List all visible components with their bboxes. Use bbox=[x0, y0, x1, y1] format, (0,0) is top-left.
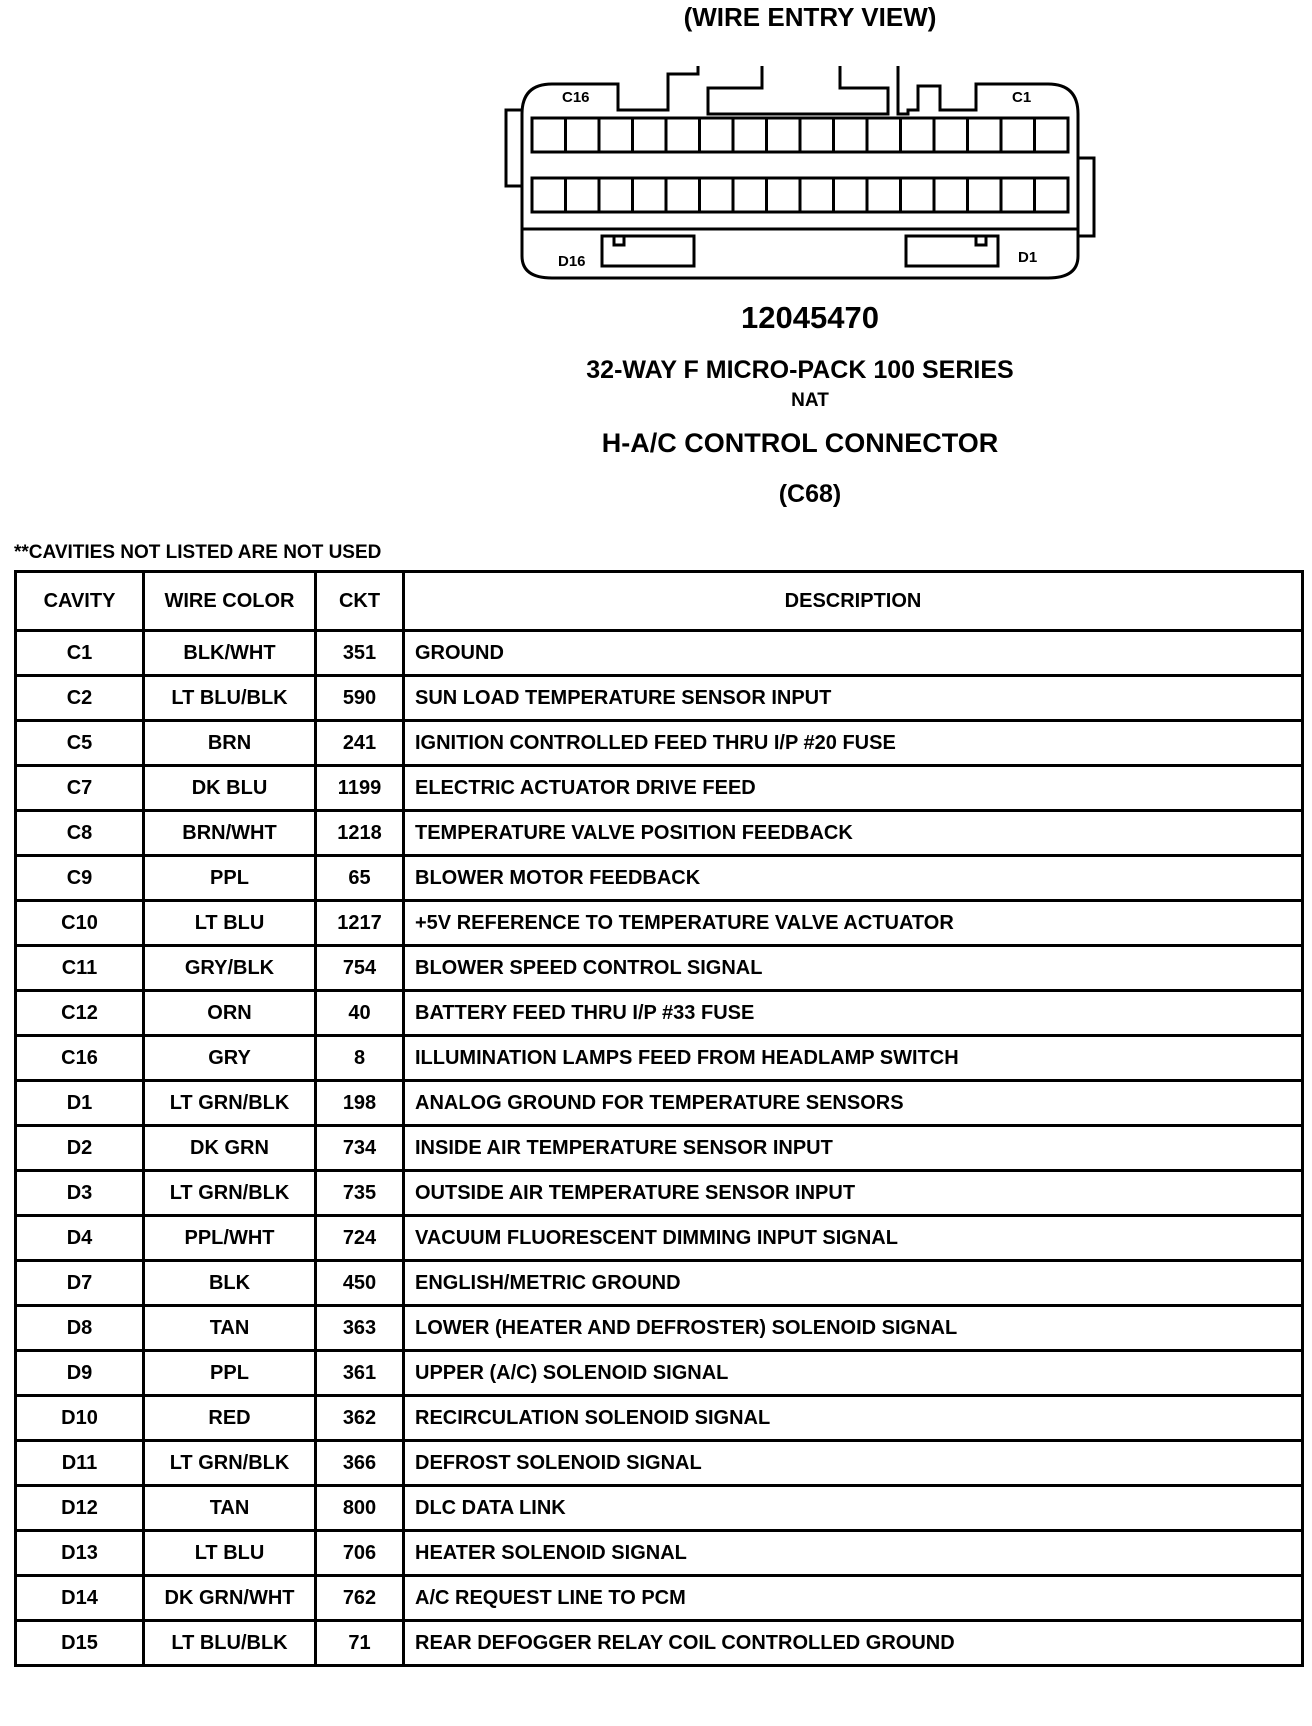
cell-ckt: 800 bbox=[316, 1486, 404, 1531]
cell-ckt: 8 bbox=[316, 1036, 404, 1081]
cell-description: TEMPERATURE VALVE POSITION FEEDBACK bbox=[404, 811, 1303, 856]
cell-ckt: 351 bbox=[316, 631, 404, 676]
header-wire-color: WIRE COLOR bbox=[144, 572, 316, 631]
table-row bbox=[16, 1306, 1303, 1351]
cell-description: ILLUMINATION LAMPS FEED FROM HEADLAMP SWITCH bbox=[404, 1036, 1303, 1081]
cell-wire-color: LT GRN/BLK bbox=[144, 1171, 316, 1216]
cell-description: A/C REQUEST LINE TO PCM bbox=[404, 1576, 1303, 1621]
cavity-cell bbox=[901, 178, 935, 212]
cell-description: INSIDE AIR TEMPERATURE SENSOR INPUT bbox=[404, 1126, 1303, 1171]
cell-cavity: C9 bbox=[16, 856, 144, 901]
table-row bbox=[16, 856, 1303, 901]
connector-face-diagram bbox=[500, 66, 1100, 288]
cell-description: ANALOG GROUND FOR TEMPERATURE SENSORS bbox=[404, 1081, 1303, 1126]
connector-id: (C68) bbox=[778, 480, 842, 508]
cavity-cell bbox=[968, 118, 1002, 152]
header-ckt: CKT bbox=[316, 572, 404, 631]
connector-series: 32-WAY F MICRO-PACK 100 SERIES bbox=[586, 356, 1014, 384]
cell-cavity: D3 bbox=[16, 1171, 144, 1216]
cell-ckt: 71 bbox=[316, 1621, 404, 1666]
cavity-cell bbox=[934, 178, 968, 212]
label-c1: C1 bbox=[1012, 89, 1032, 106]
cell-cavity: D7 bbox=[16, 1261, 144, 1306]
cell-ckt: 1199 bbox=[316, 766, 404, 811]
cell-wire-color: BLK/WHT bbox=[144, 631, 316, 676]
table-row bbox=[16, 1126, 1303, 1171]
table-row bbox=[16, 946, 1303, 991]
cavity-cell bbox=[901, 118, 935, 152]
table-row bbox=[16, 1171, 1303, 1216]
table-row bbox=[16, 1441, 1303, 1486]
cell-ckt: 362 bbox=[316, 1396, 404, 1441]
cell-description: ELECTRIC ACTUATOR DRIVE FEED bbox=[404, 766, 1303, 811]
cavity-cell bbox=[599, 118, 633, 152]
cell-ckt: 762 bbox=[316, 1576, 404, 1621]
cavity-cell bbox=[1001, 178, 1035, 212]
cell-description: IGNITION CONTROLLED FEED THRU I/P #20 FUSE bbox=[404, 721, 1303, 766]
cavity-cell bbox=[968, 178, 1002, 212]
table-row bbox=[16, 1486, 1303, 1531]
cavity-cell bbox=[532, 118, 566, 152]
cavity-cell bbox=[834, 178, 868, 212]
cell-ckt: 724 bbox=[316, 1216, 404, 1261]
right-latch bbox=[1078, 158, 1094, 236]
cell-description: OUTSIDE AIR TEMPERATURE SENSOR INPUT bbox=[404, 1171, 1303, 1216]
cell-cavity: D4 bbox=[16, 1216, 144, 1261]
cell-cavity: C10 bbox=[16, 901, 144, 946]
cell-wire-color: ORN bbox=[144, 991, 316, 1036]
cell-description: LOWER (HEATER AND DEFROSTER) SOLENOID SIGNAL bbox=[404, 1306, 1303, 1351]
table-row bbox=[16, 1216, 1303, 1261]
cell-wire-color: DK GRN/WHT bbox=[144, 1576, 316, 1621]
cavity-cell bbox=[700, 118, 734, 152]
cell-wire-color: PPL bbox=[144, 856, 316, 901]
table-row bbox=[16, 766, 1303, 811]
cell-description: BATTERY FEED THRU I/P #33 FUSE bbox=[404, 991, 1303, 1036]
cell-ckt: 735 bbox=[316, 1171, 404, 1216]
cell-ckt: 40 bbox=[316, 991, 404, 1036]
left-latch bbox=[506, 110, 522, 186]
right-tab-notch bbox=[976, 236, 986, 245]
label-c16: C16 bbox=[562, 89, 590, 106]
cell-cavity: C7 bbox=[16, 766, 144, 811]
cavity-cell bbox=[767, 118, 801, 152]
pinout-table bbox=[14, 570, 1304, 1667]
cavity-cell bbox=[867, 178, 901, 212]
left-polarization-tab bbox=[602, 236, 694, 266]
c-row-cavities bbox=[532, 118, 1068, 152]
connector-body bbox=[522, 66, 1078, 278]
left-tab-notch bbox=[614, 236, 624, 245]
table-row bbox=[16, 1351, 1303, 1396]
cell-wire-color: GRY bbox=[144, 1036, 316, 1081]
cell-cavity: C8 bbox=[16, 811, 144, 856]
unused-cavities-note: **CAVITIES NOT LISTED ARE NOT USED bbox=[14, 542, 382, 563]
cell-cavity: D2 bbox=[16, 1126, 144, 1171]
table-row bbox=[16, 1261, 1303, 1306]
cell-cavity: C5 bbox=[16, 721, 144, 766]
cell-description: UPPER (A/C) SOLENOID SIGNAL bbox=[404, 1351, 1303, 1396]
cell-description: +5V REFERENCE TO TEMPERATURE VALVE ACTUATOR bbox=[404, 901, 1303, 946]
table-row bbox=[16, 811, 1303, 856]
cell-description: VACUUM FLUORESCENT DIMMING INPUT SIGNAL bbox=[404, 1216, 1303, 1261]
cavity-cell bbox=[800, 178, 834, 212]
cavity-cell bbox=[666, 118, 700, 152]
cell-ckt: 363 bbox=[316, 1306, 404, 1351]
cavity-cell bbox=[532, 178, 566, 212]
cell-ckt: 450 bbox=[316, 1261, 404, 1306]
cell-wire-color: DK BLU bbox=[144, 766, 316, 811]
connector-color: NAT bbox=[791, 390, 829, 411]
table-row bbox=[16, 1621, 1303, 1666]
cell-cavity: C16 bbox=[16, 1036, 144, 1081]
cell-cavity: D13 bbox=[16, 1531, 144, 1576]
cell-wire-color: LT GRN/BLK bbox=[144, 1441, 316, 1486]
cell-ckt: 706 bbox=[316, 1531, 404, 1576]
cavity-cell bbox=[666, 178, 700, 212]
cell-description: BLOWER SPEED CONTROL SIGNAL bbox=[404, 946, 1303, 991]
cell-ckt: 754 bbox=[316, 946, 404, 991]
cell-cavity: D14 bbox=[16, 1576, 144, 1621]
cell-wire-color: LT BLU/BLK bbox=[144, 1621, 316, 1666]
table-row bbox=[16, 901, 1303, 946]
table-row bbox=[16, 721, 1303, 766]
cell-cavity: C2 bbox=[16, 676, 144, 721]
connector-name: H-A/C CONTROL CONNECTOR bbox=[601, 428, 999, 458]
cell-cavity: D9 bbox=[16, 1351, 144, 1396]
cavity-cell bbox=[834, 118, 868, 152]
right-polarization-tab bbox=[906, 236, 998, 266]
cell-cavity: D8 bbox=[16, 1306, 144, 1351]
cell-wire-color: LT BLU bbox=[144, 901, 316, 946]
cell-ckt: 366 bbox=[316, 1441, 404, 1486]
cell-cavity: D12 bbox=[16, 1486, 144, 1531]
header-description: DESCRIPTION bbox=[404, 572, 1303, 631]
cell-cavity: C11 bbox=[16, 946, 144, 991]
cell-description: REAR DEFOGGER RELAY COIL CONTROLLED GROUND bbox=[404, 1621, 1303, 1666]
cavity-cell bbox=[1035, 118, 1069, 152]
cavity-cell bbox=[700, 178, 734, 212]
table-row bbox=[16, 1081, 1303, 1126]
cell-cavity: D11 bbox=[16, 1441, 144, 1486]
cell-ckt: 198 bbox=[316, 1081, 404, 1126]
view-title: (WIRE ENTRY VIEW) bbox=[683, 2, 937, 32]
cell-wire-color: LT BLU/BLK bbox=[144, 676, 316, 721]
label-d16: D16 bbox=[558, 253, 586, 270]
cavity-cell bbox=[733, 118, 767, 152]
cavity-cell bbox=[566, 118, 600, 152]
cell-ckt: 241 bbox=[316, 721, 404, 766]
label-d1: D1 bbox=[1018, 249, 1038, 266]
cavity-cell bbox=[1001, 118, 1035, 152]
cavity-cell bbox=[767, 178, 801, 212]
table-row bbox=[16, 676, 1303, 721]
cell-cavity: D10 bbox=[16, 1396, 144, 1441]
cell-description: HEATER SOLENOID SIGNAL bbox=[404, 1531, 1303, 1576]
cell-description: DLC DATA LINK bbox=[404, 1486, 1303, 1531]
cell-wire-color: BLK bbox=[144, 1261, 316, 1306]
cell-cavity: D15 bbox=[16, 1621, 144, 1666]
cell-ckt: 590 bbox=[316, 676, 404, 721]
cavity-cell bbox=[566, 178, 600, 212]
cell-ckt: 361 bbox=[316, 1351, 404, 1396]
cavity-cell bbox=[633, 178, 667, 212]
cell-description: ENGLISH/METRIC GROUND bbox=[404, 1261, 1303, 1306]
cell-cavity: D1 bbox=[16, 1081, 144, 1126]
cell-description: DEFROST SOLENOID SIGNAL bbox=[404, 1441, 1303, 1486]
cell-wire-color: PPL/WHT bbox=[144, 1216, 316, 1261]
cell-description: SUN LOAD TEMPERATURE SENSOR INPUT bbox=[404, 676, 1303, 721]
cell-wire-color: BRN bbox=[144, 721, 316, 766]
cell-description: BLOWER MOTOR FEEDBACK bbox=[404, 856, 1303, 901]
cell-wire-color: BRN/WHT bbox=[144, 811, 316, 856]
d-row-cavities bbox=[532, 178, 1068, 212]
cell-wire-color: LT GRN/BLK bbox=[144, 1081, 316, 1126]
table-row bbox=[16, 1531, 1303, 1576]
cell-cavity: C12 bbox=[16, 991, 144, 1036]
cell-wire-color: DK GRN bbox=[144, 1126, 316, 1171]
cell-wire-color: TAN bbox=[144, 1486, 316, 1531]
table-row bbox=[16, 1576, 1303, 1621]
table-row bbox=[16, 1036, 1303, 1081]
cell-ckt: 65 bbox=[316, 856, 404, 901]
table-row bbox=[16, 631, 1303, 676]
cell-wire-color: GRY/BLK bbox=[144, 946, 316, 991]
header-cavity: CAVITY bbox=[16, 572, 144, 631]
cell-ckt: 1217 bbox=[316, 901, 404, 946]
cavity-cell bbox=[633, 118, 667, 152]
table-row bbox=[16, 1396, 1303, 1441]
cavity-cell bbox=[934, 118, 968, 152]
cavity-cell bbox=[599, 178, 633, 212]
table-header-row bbox=[16, 572, 1303, 631]
cell-wire-color: PPL bbox=[144, 1351, 316, 1396]
cavity-cell bbox=[800, 118, 834, 152]
part-number: 12045470 bbox=[741, 300, 879, 335]
cell-cavity: C1 bbox=[16, 631, 144, 676]
cell-wire-color: LT BLU bbox=[144, 1531, 316, 1576]
cell-ckt: 734 bbox=[316, 1126, 404, 1171]
cell-description: RECIRCULATION SOLENOID SIGNAL bbox=[404, 1396, 1303, 1441]
table-row bbox=[16, 991, 1303, 1036]
cavity-cell bbox=[733, 178, 767, 212]
cavity-cell bbox=[867, 118, 901, 152]
cell-ckt: 1218 bbox=[316, 811, 404, 856]
cell-description: GROUND bbox=[404, 631, 1303, 676]
cell-wire-color: RED bbox=[144, 1396, 316, 1441]
cavity-cell bbox=[1035, 178, 1069, 212]
cell-wire-color: TAN bbox=[144, 1306, 316, 1351]
